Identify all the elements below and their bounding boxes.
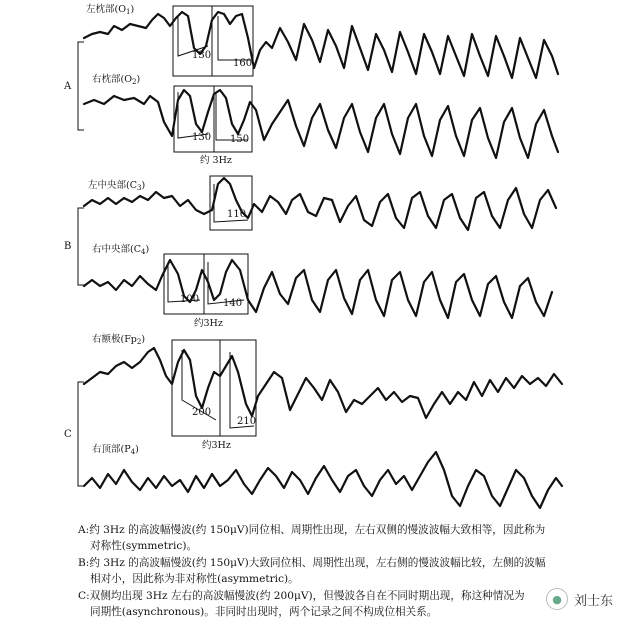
amp-label-a2: 160	[233, 58, 253, 69]
trace-right-parietal	[84, 452, 562, 508]
frequency-label-c: 约3Hz	[202, 440, 231, 451]
channel-left-central-label: 左中央部$(C_3)$	[88, 180, 146, 192]
trace-right-occipital	[84, 90, 558, 158]
trace-left-occipital	[84, 12, 558, 78]
bracket-a	[78, 42, 84, 130]
amp-label-b1: 110	[227, 209, 247, 220]
caption-b-line1: B:约 3Hz 的高波幅慢波(约 150μV)大致同位相、周期性出现，左右侧的慢波波幅比较，左侧的波幅	[78, 556, 546, 569]
frequency-label-b: 约3Hz	[194, 318, 223, 329]
amp-label-a1: 130	[192, 50, 212, 61]
caption-c-line1: C:双侧均出现 3Hz 左右的高波幅慢波(约 200μV)，但慢波各自在不同时期出现，称这种情况为	[78, 589, 525, 602]
group-a-letter: A	[64, 81, 72, 92]
channel-right-parietal-label: 右顶部$(P_4)$	[92, 444, 139, 456]
bracket-b	[78, 208, 84, 285]
frequency-label-a: 约 3Hz	[200, 155, 232, 166]
group-a	[63, 3, 558, 166]
trace-left-central	[84, 178, 556, 230]
caption-c-line2: 同期性(asynchronous)。非同时出现时，两个记录之间不构成位相关系。	[90, 606, 438, 619]
amp-label-a4: 150	[230, 134, 250, 145]
group-c	[64, 333, 562, 508]
group-b-letter: B	[64, 241, 72, 252]
trace-right-central	[84, 260, 552, 318]
caption-b-line2: 相对小，因此称为非对称性(asymmetric)。	[90, 573, 299, 586]
group-b	[64, 176, 556, 329]
amp-label-b3: 140	[223, 298, 243, 309]
channel-right-central-label: 右中央部$(C_4)$	[92, 244, 150, 256]
caption-a-line2: 对称性(symmetric)。	[90, 540, 198, 553]
window-c1-top	[172, 340, 220, 436]
amp-label-c1: 200	[192, 407, 212, 418]
group-c-letter: C	[64, 429, 72, 440]
amp-label-c2: 210	[237, 416, 257, 427]
caption-a-line1: A:约 3Hz 的高波幅慢波(约 150μV)同位相、周期性出现，左右双侧的慢波波幅大致相等，因此称为	[78, 524, 546, 536]
bracket-c	[78, 382, 84, 486]
amp-label-b2: 100	[180, 294, 200, 305]
trace-right-frontal-pole	[84, 348, 562, 418]
channel-right-frontal-pole-label: 右额极$(Fp_2)$	[92, 334, 146, 346]
amp-label-a3: 130	[192, 132, 212, 143]
watermark	[546, 586, 636, 612]
channel-left-occipital-label: 左枕部$(O_1)$	[86, 4, 135, 16]
watermark-text: 刘士东	[572, 590, 615, 609]
figure-caption	[78, 522, 558, 620]
channel-right-occipital-label: 右枕部$(O_2)$	[92, 74, 141, 86]
wechat-icon: ●	[546, 588, 568, 610]
